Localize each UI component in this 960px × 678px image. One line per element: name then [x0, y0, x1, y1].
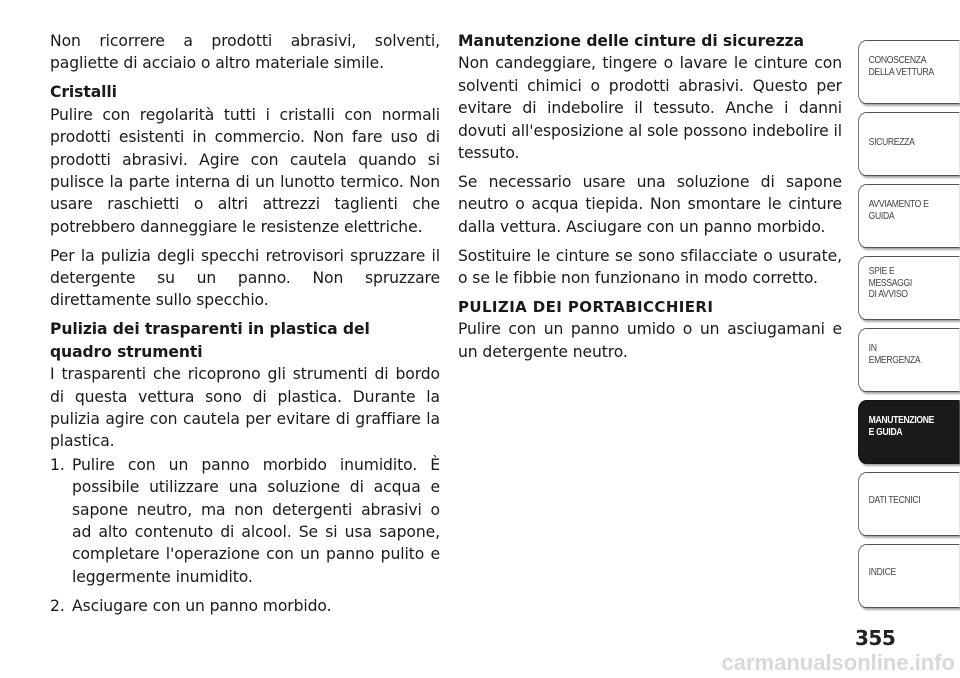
- steps-list: [50, 454, 440, 617]
- section-cinture: [458, 30, 842, 164]
- right-column: [458, 30, 842, 370]
- section-text-cinture: Non candeggiare, tingere o lavare le cinture con solventi chimici o prodotti abrasivi. Questo per evitare di indebolire il tessuto. Anche i danni dovuti all'esposizione al sole possono indebolire il tessuto.: [458, 54, 842, 163]
- tab-spie-messaggi[interactable]: [858, 256, 960, 320]
- step-number: 1.: [50, 455, 65, 474]
- step-text: Pulire con un panno morbido inumidito. È possibile utilizzare una soluzione di acqua e sapone neutro, ma non detergenti abrasivi o ad alto contenuto di alcool. Se si usa sapone, completare l'operazione con un panno pulito e leggermente inumidito.: [72, 455, 440, 586]
- tab-in-emergenza[interactable]: [858, 328, 960, 392]
- step-text: Asciugare con un panno morbido.: [72, 596, 332, 615]
- section-heading-trasparenti: Pulizia dei trasparenti in plastica del quadro strumenti: [50, 320, 370, 361]
- tab-label: MANUTENZIONE E GUIDA: [868, 414, 935, 438]
- tab-label: INDICE: [868, 566, 896, 578]
- specchi-paragraph: Per la pulizia degli specchi retrovisori spruzzare il detergente su un panno. Non spruzzare direttamente sullo specchio.: [50, 246, 440, 310]
- tab-conoscenza-vettura[interactable]: [858, 40, 960, 104]
- left-column: [50, 30, 440, 624]
- sapone-paragraph: Se necessario usare una soluzione di sapone neutro o acqua tiepida. Non smontare le cinture dalla vettura. Asciugare con un panno morbido.: [458, 172, 842, 236]
- tab-label: DATI TECNICI: [868, 494, 921, 506]
- tab-label: CONOSCENZA DELLA VETTURA: [868, 54, 934, 78]
- section-heading-cinture: Manutenzione delle cinture di sicurezza: [458, 32, 804, 50]
- tab-label: IN EMERGENZA: [868, 342, 921, 366]
- tab-dati-tecnici[interactable]: [858, 472, 960, 536]
- tab-label: AVVIAMENTO E GUIDA: [868, 198, 929, 222]
- intro-paragraph: Non ricorrere a prodotti abrasivi, solventi, pagliette di acciaio o altro materiale simile.: [50, 32, 440, 73]
- list-item: [50, 595, 440, 617]
- section-portabicchieri: [458, 296, 842, 363]
- page-number: 355: [855, 626, 896, 650]
- step-number: 2.: [50, 596, 65, 615]
- list-item: [50, 454, 440, 588]
- section-text-portabicchieri: Pulire con un panno umido o un asciugamani e un detergente neutro.: [458, 320, 842, 361]
- section-heading-cristalli: Cristalli: [50, 83, 117, 102]
- tab-label: SICUREZZA: [868, 136, 915, 148]
- tab-sicurezza[interactable]: [858, 112, 960, 176]
- tab-avviamento-guida[interactable]: [858, 184, 960, 248]
- section-text-trasparenti: I trasparenti che ricoprono gli strumenti di bordo di questa vettura sono di plastica. Durante la pulizia agire con cautela per evitare di graffiare la plastica.: [50, 365, 440, 451]
- section-trasparenti: [50, 318, 440, 452]
- watermark: carmanualsonline.info: [721, 650, 955, 675]
- section-text-cristalli: Pulire con regolarità tutti i cristalli con normali prodotti esistenti in commercio. Non fare uso di prodotti abrasivi. Agire con cautela quando si pulisce la parte interna di un lunotto termico. Non usare raschietti o altri attrezzi taglienti che potrebbero danneggiare le resistenze elettriche.: [50, 105, 440, 236]
- section-cristalli: [50, 81, 440, 238]
- tab-label: SPIE E MESSAGGI DI AVVISO: [868, 265, 912, 300]
- tab-indice[interactable]: [858, 544, 960, 608]
- sostituire-paragraph: Sostituire le cinture se sono sfilacciate o usurate, o se le fibbie non funzionano in modo corretto.: [458, 246, 842, 288]
- section-heading-portabicchieri: PULIZIA DEI PORTABICCHIERI: [458, 297, 714, 316]
- tab-manutenzione-guida[interactable]: [858, 400, 960, 464]
